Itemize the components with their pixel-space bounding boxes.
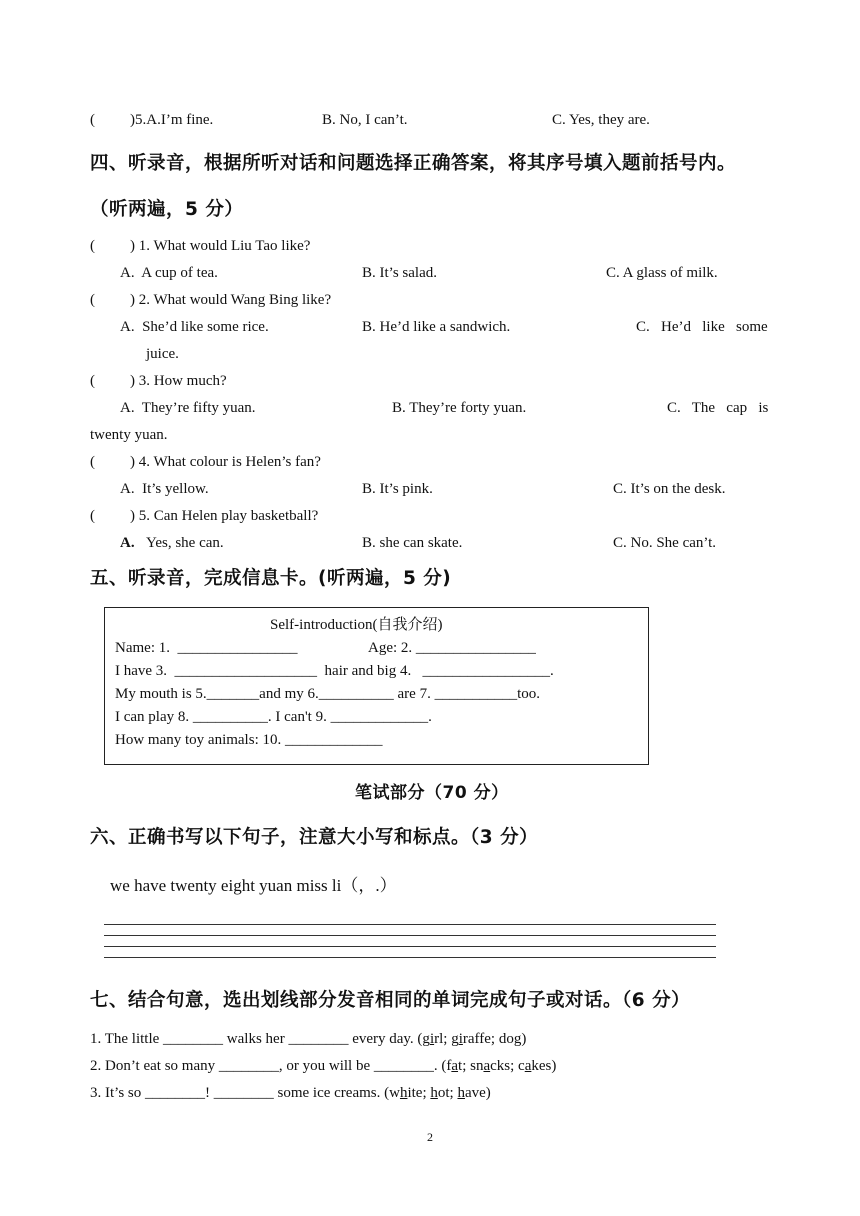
- question-7-1: 1. The little ________ walks her ________ every day. (girl; giraffe; dog): [90, 1031, 527, 1047]
- writing-line: [104, 946, 716, 947]
- written-part-title: 笔试部分（70 分）: [355, 783, 509, 803]
- question-text: ) 2. What would Wang Bing like?: [130, 292, 332, 308]
- option-b: B. she can skate.: [362, 535, 463, 551]
- paren: (: [90, 508, 95, 524]
- writing-line: [104, 957, 716, 958]
- option-b: B. He’d like a sandwich.: [362, 319, 511, 335]
- paren: (: [90, 373, 95, 389]
- section-7-title: 七、结合句意，选出划线部分发音相同的单词完成句子或对话。（6 分）: [90, 990, 691, 1011]
- option-c-continued: twenty yuan.: [90, 427, 168, 443]
- question-text: )5.A.I’m fine.: [130, 112, 214, 128]
- option-a-letter: A.: [120, 535, 135, 551]
- option-b: B. No, I can’t.: [322, 112, 408, 128]
- page-number: 2: [427, 1130, 433, 1144]
- option-a: A. It’s yellow.: [120, 481, 209, 497]
- question-7-3: 3. It’s so ________! ________ some ice creams. (white; hot; have): [90, 1085, 491, 1101]
- question-text: ) 4. What colour is Helen’s fan?: [130, 454, 321, 470]
- question-text: ) 5. Can Helen play basketball?: [130, 508, 319, 524]
- option-a: A. She’d like some rice.: [120, 319, 269, 335]
- option-c: C. Yes, they are.: [552, 112, 650, 128]
- sentence-to-rewrite: we have twenty eight yuan miss li（，.）: [110, 876, 397, 895]
- option-a: Yes, she can.: [146, 535, 224, 551]
- card-line-play: I can play 8. __________. I can't 9. _____________.: [115, 709, 432, 725]
- card-line-mouth: My mouth is 5._______and my 6.__________ are 7. ___________too.: [115, 686, 540, 702]
- card-heading: Self-introduction(自我介绍): [270, 617, 443, 633]
- option-b: B. They’re forty yuan.: [392, 400, 527, 416]
- writing-line: [104, 935, 716, 936]
- writing-line: [104, 924, 716, 925]
- question-7-2: 2. Don’t eat so many ________, or you will be ________. (fat; snacks; cakes): [90, 1058, 557, 1074]
- option-c: C. The cap is: [667, 400, 769, 416]
- option-b: B. It’s pink.: [362, 481, 433, 497]
- card-age-field: Age: 2. ________________: [368, 640, 536, 656]
- section-4-subtitle: （听两遍，5 分）: [90, 199, 244, 220]
- card-line-hair: I have 3. ___________________ hair and big 4. _________________.: [115, 663, 554, 679]
- section-4-title: 四、听录音，根据所听对话和问题选择正确答案，将其序号填入题前括号内。: [90, 153, 737, 174]
- option-c: C. A glass of milk.: [606, 265, 718, 281]
- option-c: C. No. She can’t.: [613, 535, 717, 551]
- section-6-title: 六、正确书写以下句子，注意大小写和标点。（3 分）: [90, 827, 539, 848]
- option-c: C. He’d like some: [636, 319, 768, 335]
- section-5-title: 五、听录音，完成信息卡。(听两遍，5 分): [90, 568, 452, 589]
- paren: (: [90, 454, 95, 470]
- option-a: A. A cup of tea.: [120, 265, 218, 281]
- paren: (: [90, 238, 95, 254]
- option-a: A. They’re fifty yuan.: [120, 400, 256, 416]
- card-name-field: Name: 1. ________________: [115, 640, 298, 656]
- option-c: C. It’s on the desk.: [613, 481, 726, 497]
- question-text: ) 1. What would Liu Tao like?: [130, 238, 311, 254]
- option-b: B. It’s salad.: [362, 265, 437, 281]
- option-c-continued: juice.: [146, 346, 179, 362]
- paren: (: [90, 112, 95, 128]
- card-line-toys: How many toy animals: 10. _____________: [115, 732, 383, 748]
- question-text: ) 3. How much?: [130, 373, 227, 389]
- paren: (: [90, 292, 95, 308]
